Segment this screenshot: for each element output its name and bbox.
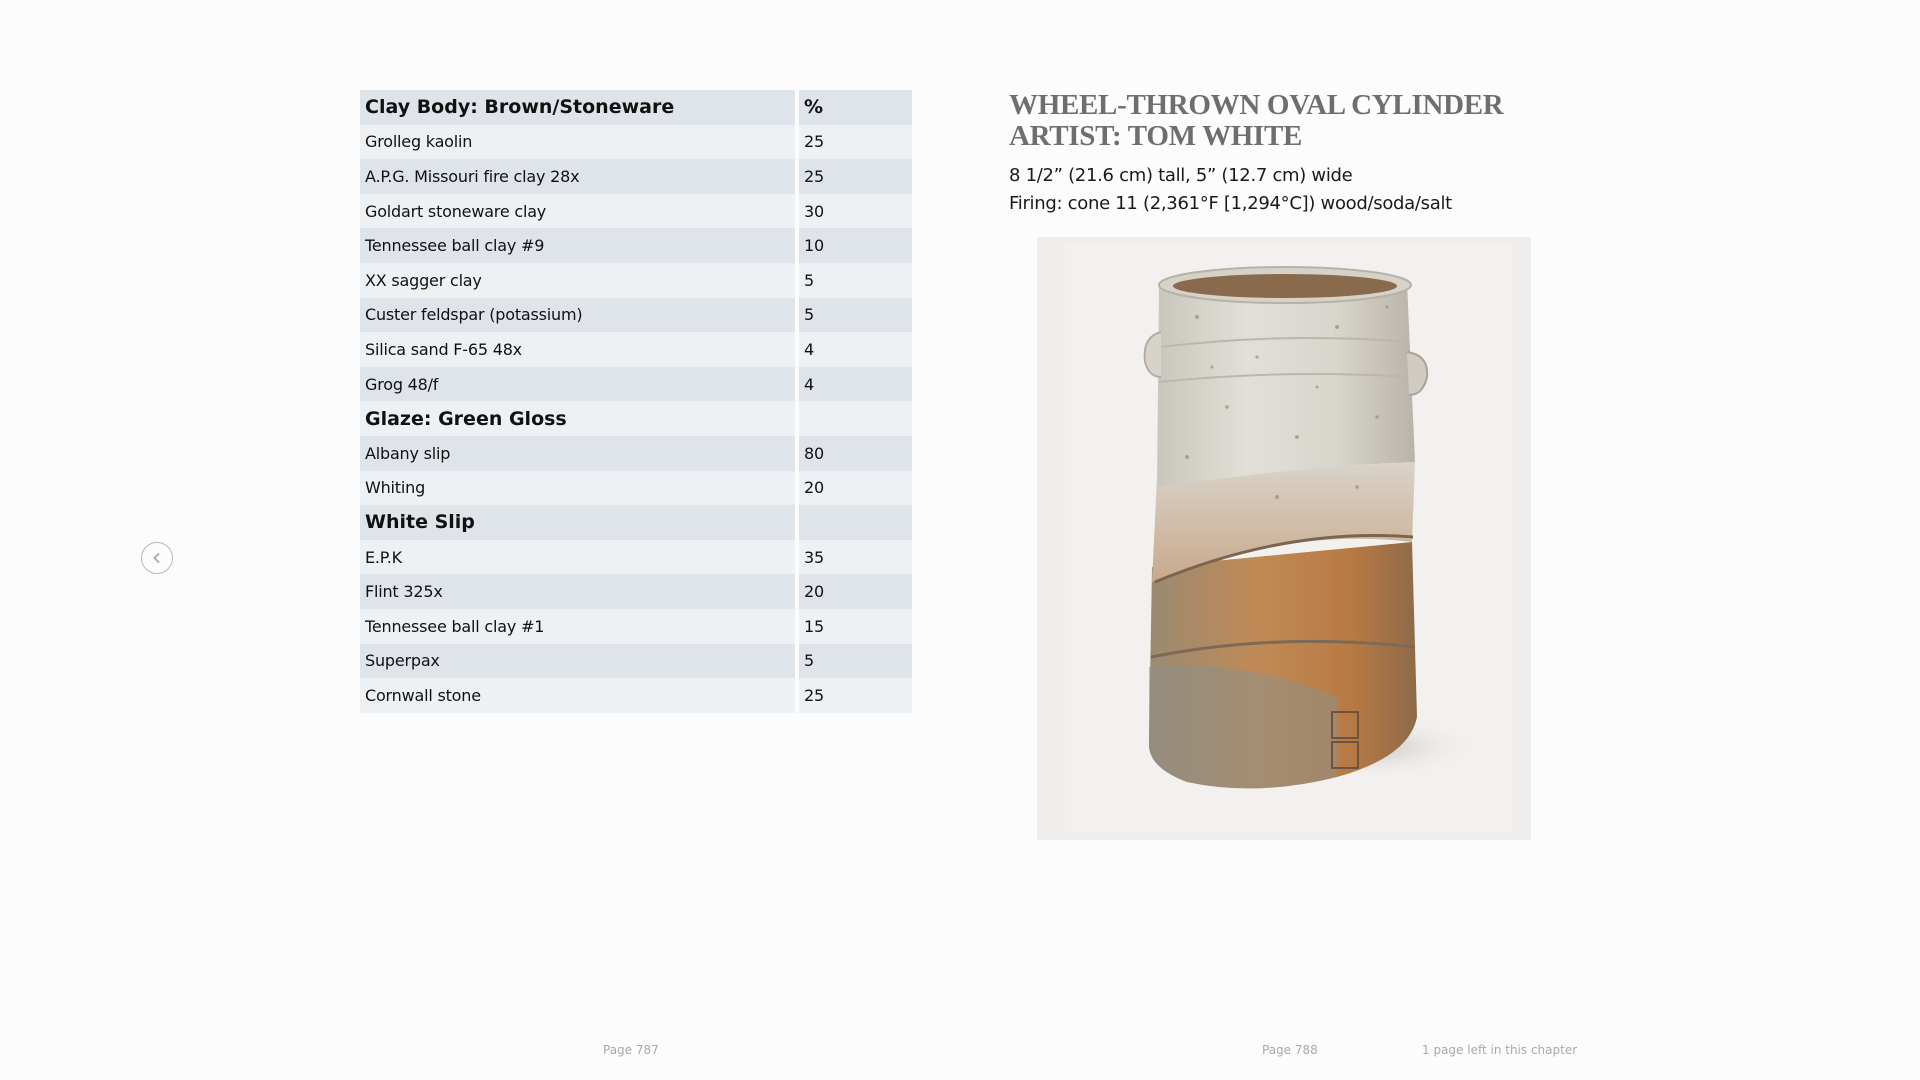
ingredient-name: Grolleg kaolin <box>360 125 799 160</box>
empty-cell <box>799 505 912 540</box>
vessel-illustration <box>1037 237 1531 840</box>
ingredient-name: Tennessee ball clay #9 <box>360 228 799 263</box>
ingredient-name: Tennessee ball clay #1 <box>360 609 799 644</box>
artwork-specs <box>1009 162 1569 218</box>
left-page <box>360 90 912 713</box>
ingredient-name: E.P.K <box>360 540 799 575</box>
table-row <box>360 367 912 402</box>
table-row <box>360 263 912 298</box>
ingredient-name: Superpax <box>360 644 799 679</box>
artwork-dimensions: 8 1/2” (21.6 cm) tall, 5” (12.7 cm) wide <box>1009 165 1353 186</box>
vessel-opening <box>1173 274 1397 298</box>
vessel-lug-left <box>1145 332 1161 377</box>
artwork-photo <box>1037 237 1531 840</box>
ingredient-name: Flint 325x <box>360 574 799 609</box>
right-page <box>1009 90 1569 218</box>
table-row <box>360 678 912 713</box>
artwork-title <box>1009 90 1569 152</box>
ingredient-percent: 5 <box>799 644 912 679</box>
chapter-progress: 1 page left in this chapter <box>1422 1043 1578 1057</box>
table-row <box>360 471 912 506</box>
previous-page-button[interactable] <box>141 542 173 574</box>
ingredient-percent: 4 <box>799 332 912 367</box>
ingredient-name: Silica sand F-65 48x <box>360 332 799 367</box>
artwork-firing: Firing: cone 11 (2,361°F [1,294°C]) wood/soda/salt <box>1009 193 1452 214</box>
artwork-artist-line: ARTIST: TOM WHITE <box>1009 120 1303 152</box>
ingredient-percent: 20 <box>799 574 912 609</box>
table-row <box>360 159 912 194</box>
percent-heading: % <box>799 90 912 125</box>
ingredient-percent: 15 <box>799 609 912 644</box>
ingredient-percent: 5 <box>799 263 912 298</box>
ingredient-name: A.P.G. Missouri fire clay 28x <box>360 159 799 194</box>
table-header-row <box>360 90 912 125</box>
table-row <box>360 609 912 644</box>
ingredient-name: Cornwall stone <box>360 678 799 713</box>
table-row <box>360 540 912 575</box>
ingredient-percent: 35 <box>799 540 912 575</box>
ingredient-percent: 5 <box>799 298 912 333</box>
glaze-header-row <box>360 401 912 436</box>
ingredient-name: Grog 48/f <box>360 367 799 402</box>
table-row <box>360 332 912 367</box>
slip-heading: White Slip <box>360 505 799 540</box>
left-page-number: Page 787 <box>603 1043 659 1057</box>
table-row <box>360 644 912 679</box>
table-row <box>360 436 912 471</box>
ingredient-name: Albany slip <box>360 436 799 471</box>
table-row <box>360 298 912 333</box>
ingredient-percent: 25 <box>799 159 912 194</box>
recipe-table <box>360 90 912 713</box>
table-row <box>360 228 912 263</box>
ingredient-percent: 10 <box>799 228 912 263</box>
glaze-heading: Glaze: Green Gloss <box>360 401 799 436</box>
ingredient-percent: 25 <box>799 678 912 713</box>
empty-cell <box>799 401 912 436</box>
vessel-lug-right <box>1407 352 1427 395</box>
ingredient-name: Goldart stoneware clay <box>360 194 799 229</box>
clay-body-heading: Clay Body: Brown/Stoneware <box>360 90 799 125</box>
table-row <box>360 125 912 160</box>
artwork-title-line1: WHEEL-THROWN OVAL CYLINDER <box>1009 89 1504 121</box>
ingredient-name: Whiting <box>360 471 799 506</box>
table-row <box>360 194 912 229</box>
ingredient-percent: 30 <box>799 194 912 229</box>
ingredient-name: Custer feldspar (potassium) <box>360 298 799 333</box>
ingredient-percent: 25 <box>799 125 912 160</box>
right-page-number: Page 788 <box>1262 1043 1318 1057</box>
slip-header-row <box>360 505 912 540</box>
chevron-left-icon <box>151 552 163 564</box>
ingredient-percent: 80 <box>799 436 912 471</box>
table-row <box>360 574 912 609</box>
ingredient-percent: 4 <box>799 367 912 402</box>
ingredient-name: XX sagger clay <box>360 263 799 298</box>
ingredient-percent: 20 <box>799 471 912 506</box>
